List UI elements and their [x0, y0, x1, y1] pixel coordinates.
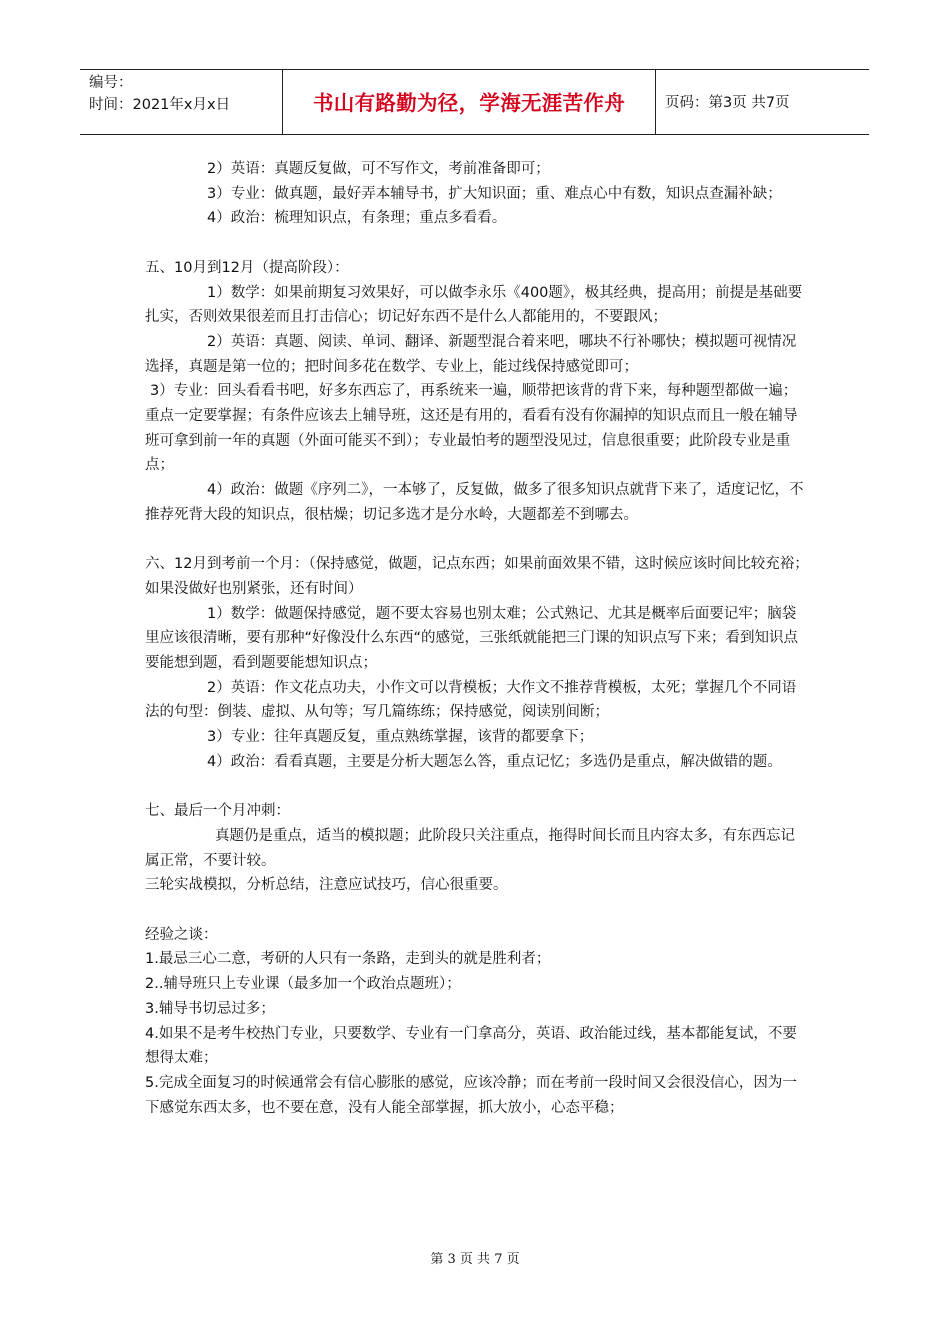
paragraph: 2）英语：真题反复做，可不写作文，考前准备即可；	[207, 161, 550, 177]
paragraph: 真题仍是重点，适当的模拟题；此阶段只关注重点，拖得时间长而且内容太多，有东西忘记属正常，不要计较。	[145, 827, 795, 869]
page-footer: 第 3 页 共 7 页	[430, 1252, 520, 1267]
list-item: 1.最忌三心二意，考研的人只有一条路，走到头的就是胜利者；	[145, 951, 551, 968]
document-body	[145, 157, 809, 1120]
section-heading: 六、12月到考前一个月：（保持感觉，做题，记点东西；如果前面效果不错，这时候应该时间比较充裕；如果没做好也别紧张，还有时间）	[145, 556, 809, 597]
section-heading: 五、10月到12月（提高阶段）：	[145, 259, 349, 276]
paragraph: 4）政治：梳理知识点，有条理；重点多看看。	[207, 210, 507, 227]
page-header	[80, 69, 869, 135]
paragraph: 2）英语：作文花点功夫，小作文可以背模板；大作文不推荐背模板，太死；掌握几个不同语法的句型：倒装、虚拟、从句等；写几篇练练；保持感觉，阅读别间断；	[145, 679, 797, 721]
paragraph: 3）专业：往年真题反复，重点熟练掌握，该背的都要拿下；	[207, 729, 594, 746]
paragraph: 4）政治：做题《序列二》，一本够了，反复做，做多了很多知识点就背下来了，适度记忆，不推荐死背大段的知识点，很枯燥；切记多选才是分水岭，大题都差不到哪去。	[145, 482, 804, 523]
paragraph: 3）专业：做真题，最好弄本辅导书，扩大知识面；重、难点心中有数，知识点查漏补缺；	[207, 185, 782, 202]
list-item: 3.辅导书切忌过多；	[145, 1000, 275, 1017]
date-line: 时间：2021年x月x日	[89, 97, 231, 113]
header-meta	[80, 70, 283, 134]
list-item: 5.完成全面复习的时候通常会有信心膨胀的感觉，应该冷静；而在考前一段时间又会很没信心，因为一下感觉东西太多，也不要在意，没有人能全部掌握，抓大放小，心态平稳；	[145, 1074, 797, 1116]
section-heading: 经验之谈：	[145, 926, 218, 943]
header-motto: 书山有路勤为径，学海无涯苦作舟	[283, 70, 656, 134]
paragraph: 3）专业：回头看看书吧，好多东西忘了，再系统来一遍，顺带把该背的背下来，每种题型都做一遍；重点一定要掌握；有条件应该去上辅导班，这还是有用的，看看有没有你漏掉的知识点而且一般在辅导班可拿到前一年的真题（外面可能买不到）；专业最怕考的题型没见过，信息很重要；此阶段专业是重点；	[145, 383, 798, 474]
section-heading: 七、最后一个月冲刺：	[145, 803, 290, 820]
paragraph: 2）英语：真题、阅读、单词、翻译、新题型混合着来吧，哪块不行补哪快；模拟题可视情况选择，真题是第一位的；把时间多花在数学、专业上，能过线保持感觉即可；	[145, 333, 797, 375]
serial-label: 编号：	[89, 75, 133, 91]
paragraph: 4）政治：看看真题，主要是分析大题怎么答，重点记忆；多选仍是重点，解决做错的题。	[207, 753, 782, 770]
paragraph: 1）数学：做题保持感觉，题不要太容易也别太难；公式熟记、尤其是概率后面要记牢；脑袋里应该很清晰，要有那种“好像没什么东西“的感觉，三张纸就能把三门课的知识点写下来；看到知识点要能想到题，看到题要能想知识点；	[145, 605, 799, 672]
paragraph: 三轮实战模拟，分析总结，注意应试技巧，信心很重要。	[145, 877, 508, 894]
list-item: 4.如果不是考牛校热门专业，只要数学、专业有一门拿高分，英语、政治能过线，基本都能复试，不要想得太难；	[145, 1025, 797, 1067]
paragraph: 1）数学：如果前期复习效果好，可以做李永乐《400题》，极其经典，提高用；前提是基础要扎实，否则效果很差而且打击信心；切记好东西不是什么人都能用的，不要跟风；	[145, 284, 803, 326]
list-item: 2..辅导班只上专业课（最多加一个政治点题班）；	[145, 976, 461, 993]
header-page-info: 页码：第3页 共7页	[665, 95, 790, 111]
